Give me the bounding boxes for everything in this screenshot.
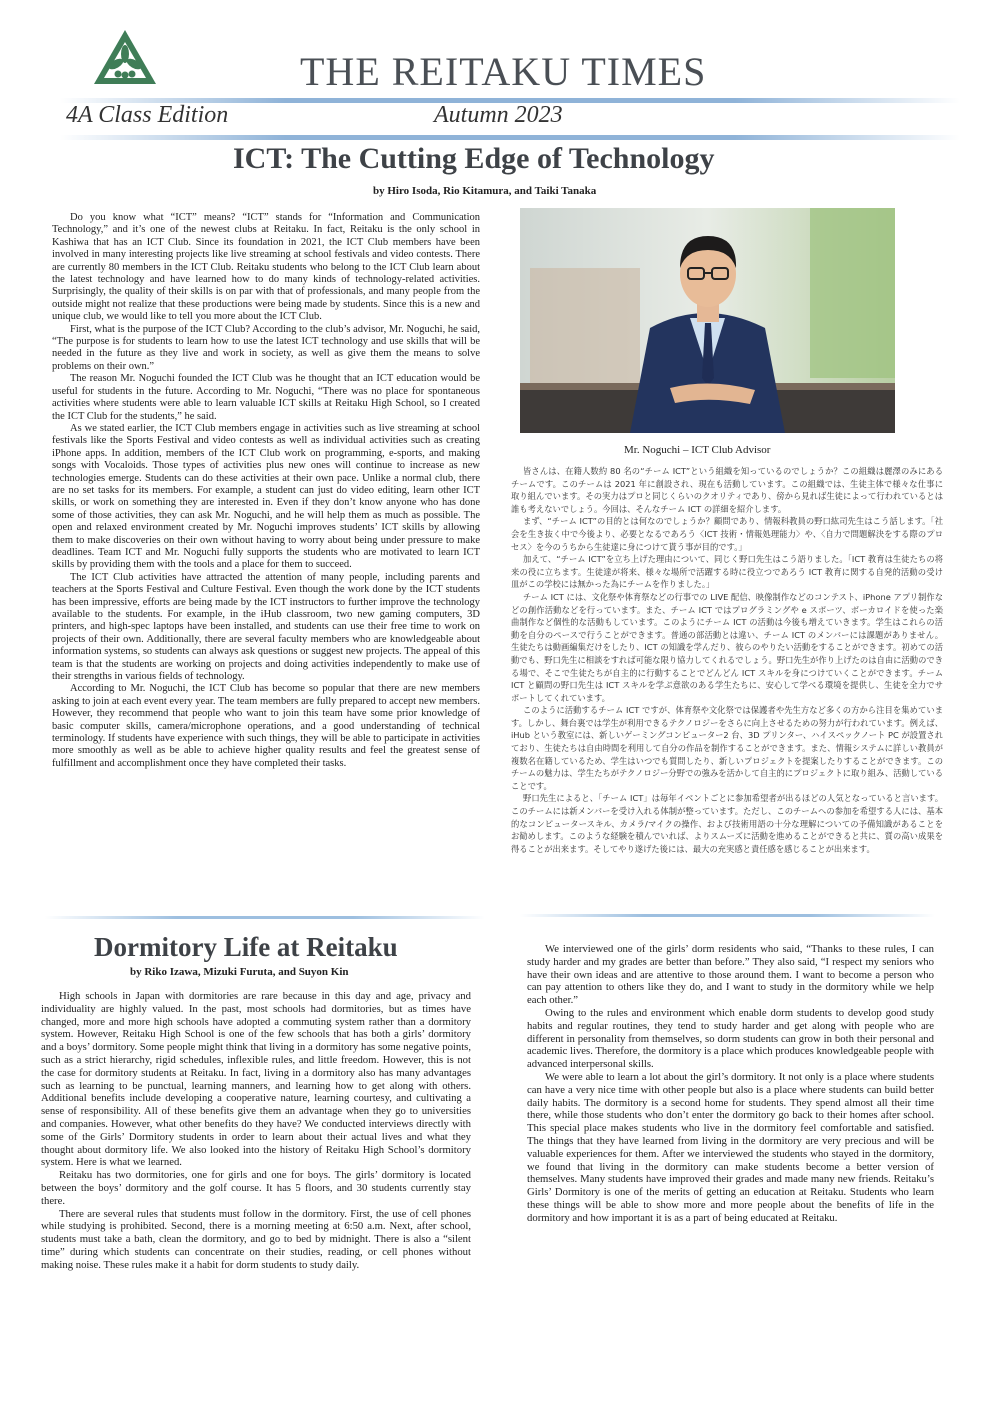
paragraph: We were able to learn a lot about the girl’s dormitory. It not only is a place where students can have a very nice time with other people but also is a place where students can build better daily habits. The dormitory is a second home for students. They spend almost all their time there, while those students who don’t enter the dormitory go back to their homes after school. This special place makes students who live in the dormitory feel comfortable and satisfied. The things that they have learned from living in the dormitory are very precious and will be valuable experiences for them. After we interviewed the students who stayed in the dormitory, we found that living in the dormitory can make students become a better version of themselves. Many students have improved their grades and made many new friends. Reitaku’s Girls’ Dormitory is one of the merits of getting an education at Reitaku. Students who learn these things will be able to show more and more people about the benefits of life in the dormitory and how important it is as a part of being educated at Reitaku.: [527, 1070, 934, 1224]
paragraph: We interviewed one of the girls’ dorm residents who said, “Thanks to these rules, I can study harder and my grades are better than before.” They also said, “I respect my seniors who have their own ideas and are attentive to those around them. I want to become a person who can pay attention to others like they do, and I want to study in the dormitory while we help each other.”: [527, 943, 934, 1007]
paragraph: There are several rules that students must follow in the dormitory. First, the use of cell phones while studying is prohibited. Second, there is a morning meeting at 6:50 a.m. Next, after school, students must take a bath, clean the dormitory, and go to bed by midnight. There is also a “silent time” during which students can concentrate on their studies, reading, or cell phones without making noise. These rules make it a habit for dorm students to study daily.: [41, 1207, 471, 1271]
paragraph: 野口先生によると、「チーム ICT」は毎年イベントごとに参加希望者が出るほどの人気となっていると言います。このチームには新メンバーを受け入れる体制が整っています。ただし、このチームへの参加を希望する人には、基本的なコンピュータースキル、カメラ/マイクの操作、および技術用語の十分な理解についての予備知識があることをお勧めします。このような経験を積んでいれば、よりスムーズに活動を進めることができると共に、質の高い成果を得ることが出来ます。そしてやり遂げた後には、最大の充実感と責任感を感じることが出来ます。: [511, 793, 943, 854]
section-divider-left: [45, 916, 485, 919]
masthead-title: THE REITAKU TIMES: [300, 49, 707, 94]
paragraph: Reitaku has two dormitories, one for girls and one for boys. The girls’ dormitory is located between the boys’ dormitory and the golf course. It has 5 floors, and 30 students currently stay there.: [41, 1169, 471, 1207]
paragraph: このように活動するチーム ICT ですが、体育祭や文化祭では保護者や先生方など多くの方から注目を集めています。しかし、舞台裏では学生が利用できるテクノロジーをさらに向上させるための努力が行われています。例えば、iHub という教室には、新しいゲーミングコンピューター2 台、3D プリンター、ハイスペックノート PC が設置されており、生徒たちは自由時間を利用して自分の作品を制作することができます。また、情報システムに詳しい教員が複数名在籍しているため、学生はいつでも質問したり、新しいプロジェクトを提案したりすることができます。このチームの魅力は、学生たちがテクノロジー分野での強みを活かして自主的にプロジェクトに取り組み、活動していることです。: [511, 705, 943, 791]
article2-headline: Dormitory Life at Reitaku: [94, 932, 398, 962]
paragraph: The reason Mr. Noguchi founded the ICT Club was he thought that an ICT education would be useful for students in the future. According to Mr. Noguchi, “There was no place for spontaneous activities where students were able to learn valuable ICT skills at Reitaku High School, so I created the ICT Club for the students,” he said.: [52, 373, 480, 422]
paragraph: Do you know what “ICT” means? “ICT” stands for “Information and Communication Technology,” and it’s one of the newest clubs at Reitaku. In fact, Reitaku is the only school in Kashiwa that has an ICT Club. Since its foundation in 2021, the ICT Club members have been involved in many interesting projects like live streaming at school festivals and video contests. There are currently 80 members in the ICT Club. Reitaku students who belong to the ICT Club learn about the latest technology and have learned how to do many kinds of technology-related activities. Surprisingly, the quality of their skills is on par with that of professionals, and many people from the outside might not realize that these productions were being made by students. Since this is a new and unique club, we would like to tell you more about the ICT Club.: [52, 212, 480, 323]
article2-byline: by Riko Izawa, Mizuki Furuta, and Suyon Kin: [130, 966, 349, 978]
article2-left-column: [41, 990, 471, 1272]
edition-label: 4A Class Edition: [66, 102, 229, 128]
article1-japanese-body: [511, 465, 943, 855]
paragraph: According to Mr. Noguchi, the ICT Club has become so popular that there are new members asking to join at each event every year. The team members are fully prepared to accept new members. However, they recommend that people who want to join this team have some prior knowledge of basic computer skills, camera/microphone operations, and a good understanding of technical terminology. If students have experience with such things, they will be able to participate in activities more smoothly as well as be able to achieve higher quality results and feel the greatest sense of fulfillment and accomplishment once they have completed their tasks.: [52, 683, 480, 769]
photo-caption: Mr. Noguchi – ICT Club Advisor: [624, 444, 771, 456]
paragraph: The ICT Club activities have attracted the attention of many people, including parents and teachers at the Sports Festival and Culture Festival. Even though the work done by the ICT students has been impressive, efforts are being made by the ICT instructors to further improve the technology available to the students. For example, in the iHub classroom, two new gaming computers, 3D printers, and high-spec laptops have been installed, and students can use their free time to work on projects of their own. Additionally, there are several faculty members who are knowledgeable about information systems, so students can always ask questions or suggest new projects. The appeal of this team is that the students are working on projects and doing activities independently to make use of their strengths in various fields of technology.: [52, 571, 480, 683]
school-logo: [92, 28, 158, 86]
paragraph: 加えて、“チーム ICT”を立ち上げた理由について、同じく野口先生はこう語りました。「ICT 教育は生徒たちの将来の役に立ちます。生徒達が将来、様々な場所で活躍する時に役立つであろう ICT 教育に関する自発的活動の受け皿がこの学校には無かった為にチームを作りました。」: [511, 554, 943, 590]
article1-english-body: [52, 212, 480, 770]
paragraph: Owing to the rules and environment which enable dorm students to develop good study habits and regular routines, they tend to study harder and get along with people who are different in personality from themselves, so dorm students can grow in both their personal and academic lives. Therefore, the dormitory is a place which produces knowledgeable people with advanced interpersonal skills.: [527, 1006, 934, 1071]
article1-headline: ICT: The Cutting Edge of Technology: [233, 142, 715, 175]
masthead-rule-bottom: [60, 135, 960, 140]
section-divider-right: [520, 914, 935, 917]
paragraph: As we stated earlier, the ICT Club members engage in activities such as live streaming at school festivals like the Sports Festival and video contests as well as individual activities such as creating iPhone apps. In addition, members of the ICT Club work on programming, e-sports, and making songs with Vocaloids. Those types of activities plus new ones will continue to increase as new technologies emerge. Students can do these activities at their own pace. Unlike a normal club, there are no set tasks for its members. For example, a student can just do video editing, learn other ICT skills, or work on something they are interested in. Even if they don’t know anyone who has done some of those activities, they can ask Mr. Noguchi, and he will help them as much as possible. The open and relaxed environment created by Mr. Noguchi improves students’ ICT skills by allowing them to make discoveries on their own without having to worry about being under pressure to make deadlines. Team ICT and Mr. Noguchi fully supports the students who are motivated to learn ICT skills by providing them with the tools and a place for them to succeed.: [52, 422, 480, 571]
article2-right-column: [527, 943, 934, 1225]
season-label: Autumn 2023: [434, 102, 563, 128]
paragraph: 皆さんは、在籍人数約 80 名の“チーム ICT”という組織を知っているのでしょうか？この組織は麗澤のみにあるチームです。このチームは 2021 年に創設され、現在も活動しています。この組織では、生徒主体で様々な仕事に取り組んでいます。その実力はプロと同じくらいのクオリティであり、傍から見れば生徒によって行われているとは誰も考えないでしょう。今回は、そんなチーム ICT の詳細を紹介します。: [511, 466, 943, 514]
paragraph: チーム ICT には、文化祭や体育祭などの行事での LIVE 配信、映像制作などのコンテスト、iPhone アプリ制作などの創作活動などを行っています。また、チーム ICT ではプログラミングや e スポーツ、ボーカロイドを使った楽曲制作など個性的な活動もしています。このようにチーム ICT の活動は今後も増えていきます。学生はこれらの活動を自分のペースで行うことができます。普通の部活動とは違い、チーム ICT のメンバーには課題がありません。生徒たちは動画編集だけをしたり、ICT の知識を学んだり、彼らのやりたい活動をすることができます。初めての活動でも、野口先生に相談をすれば可能な限り協力してくれるでしょう。野口先生が作り上げたのは自由に活動のできる場で、そこで生徒たちが自主的に行動することでどんどん ICT スキルを身につけていくことができます。チーム ICT と顧問の野口先生は ICT スキルを学ぶ意欲のある学生たちに、安心して学べる環境を提供し、生徒を全力でサポートしてくれています。: [511, 591, 943, 703]
paragraph: First, what is the purpose of the ICT Club? According to the club’s advisor, Mr. Noguchi, he said, “The purpose is for students to learn how to use the latest ICT technology and use skills that will be needed in the future as they live and work in society, as well as give them the means to solve problems on their own.”: [52, 323, 480, 372]
advisor-photo: [520, 208, 895, 433]
article1-byline: by Hiro Isoda, Rio Kitamura, and Taiki Tanaka: [373, 185, 597, 197]
paragraph: まず、“チーム ICT”の目的とは何なのでしょうか？顧問であり、情報科教員の野口紘司先生はこう話します。「社会を生き抜く中で今後より、必要となるであろう〈ICT 技術・情報処理能力〉や、〈自力で問題解決をする際のプロセス〉を今のうちから生徒達に身につけて貰う事が目的です。」: [511, 516, 943, 552]
paragraph: High schools in Japan with dormitories are rare because in this day and age, privacy and individuality are highly valued. In the past, most schools had dormitories, but as times have changed, more and more high schools have adopted a commuting system rather than a dormitory system. However, Reitaku High School is one of the few schools that has both a girls’ dormitory and a boys’ dormitory. Some people might think that living in a dormitory has some negative points, such as a strict hierarchy, rigid schedules, inflexible rules, and little freedom. However, this is not the case for dormitory students at Reitaku. In fact, living in a dormitory also has many advantages such as learning to be punctual, learning manners, and learning how to get along with others. Additional benefits include developing a cooperative nature, learning courtesy, and cultivating a sense of responsibility. All of these benefits give them an advantage when they go to universities and companies. However, what other benefits do they have? We conducted interviews directly with some of the Girls’ Dormitory students in order to learn about their actual lives and what they thought about dormitory life. We also looked into the history of Reitaku High School’s dormitory system. Here is what we learned.: [41, 990, 471, 1169]
